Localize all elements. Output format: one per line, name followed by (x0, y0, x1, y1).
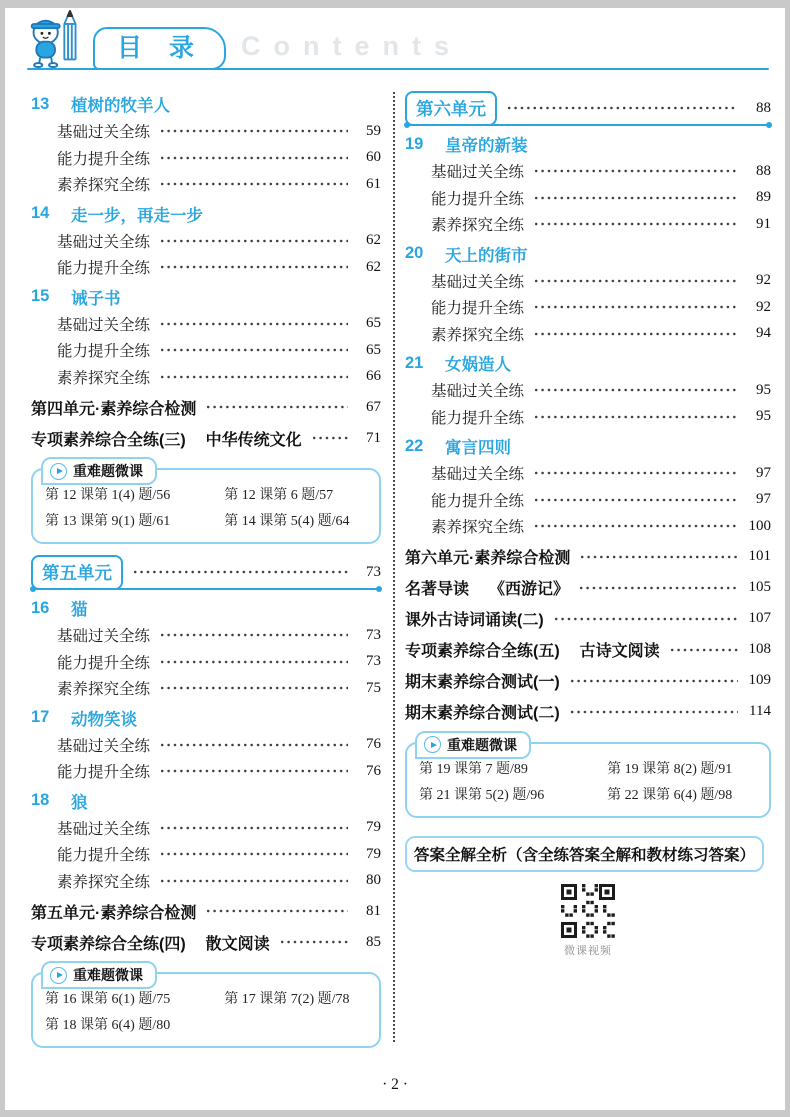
section-sublabel: 古诗文阅读 (579, 643, 660, 660)
toc-section-row (31, 928, 381, 956)
dot-leader (533, 327, 738, 341)
video-lesson-item: 第 19 课第 8(2) 题/91 (607, 761, 733, 777)
dot-leader (533, 466, 738, 480)
dot-leader (533, 383, 738, 397)
lesson-title-row (31, 90, 381, 118)
toc-subentry-row (31, 118, 381, 145)
page-number: 92 (756, 272, 771, 289)
section-label: 专项素养综合全练(五) (405, 643, 560, 660)
dot-leader (159, 151, 348, 165)
video-lessons-title-text: 重难题微课 (73, 967, 143, 983)
lesson-number: 14 (31, 204, 50, 222)
page-number: 75 (366, 679, 381, 696)
toc-section-row (405, 667, 771, 695)
page-number: 60 (366, 149, 381, 166)
page-number: 66 (366, 368, 381, 385)
subentry-label: 素养探究全练 (57, 369, 151, 387)
toc-subentry-row (31, 171, 381, 198)
video-lesson-item: 第 12 课第 6 题/57 (224, 488, 334, 503)
lesson-title-row (31, 594, 381, 622)
toc-subentry-row (405, 404, 771, 431)
section-label: 第六单元·素养综合检测 (405, 550, 571, 567)
dot-leader (569, 705, 738, 719)
toc-page (5, 8, 785, 1110)
subentry-label: 能力提升全练 (57, 150, 151, 168)
toc-subentry-row (31, 732, 381, 759)
lesson-title: 天上的街市 (445, 246, 528, 265)
dot-leader (533, 410, 738, 424)
subentry-label: 基础过关全练 (57, 628, 151, 646)
toc-section-row (31, 393, 381, 421)
mascot-pencil-boy-icon (27, 8, 83, 74)
page-number: 88 (756, 162, 771, 179)
page-number: 114 (749, 703, 771, 719)
dot-leader (533, 274, 738, 288)
lesson-title: 诫子书 (71, 289, 121, 308)
page-number: 108 (748, 641, 771, 657)
line-end-dot (376, 586, 382, 592)
subentry-label: 基础过关全练 (431, 273, 525, 291)
lesson-number: 13 (31, 94, 50, 113)
page-number: 105 (748, 579, 771, 595)
toc-column-left (31, 90, 381, 1048)
page-number: 89 (756, 189, 771, 206)
unit-badge: 第五单元 (31, 555, 123, 590)
qr-block (405, 882, 771, 958)
play-triangle-icon (57, 468, 63, 474)
toc-column-right (405, 90, 771, 1048)
subentry-label: 能力提升全练 (431, 492, 525, 510)
video-lesson-item: 第 19 课第 7 题/89 (419, 761, 528, 777)
section-sublabel: 散文阅读 (205, 935, 270, 953)
subentry-label: 能力提升全练 (431, 190, 525, 208)
lesson-title: 动物笑谈 (71, 710, 137, 729)
dot-leader (311, 431, 348, 445)
section-sublabel: 《西游记》 (489, 581, 570, 598)
subentry-label: 能力提升全练 (431, 300, 525, 318)
page-header (19, 8, 771, 76)
lesson-title: 猫 (71, 601, 88, 619)
dot-leader (578, 581, 738, 595)
subentry-label: 基础过关全练 (57, 124, 151, 142)
page-number: 100 (748, 517, 771, 534)
video-lessons-title-text: 重难题微课 (73, 463, 143, 479)
video-lessons-box-title (41, 961, 157, 989)
page-footer (5, 1076, 785, 1094)
unit-header-row (31, 554, 381, 590)
toc-section-row (405, 574, 771, 602)
toc-subentry-row (31, 254, 381, 281)
page-number: 91 (756, 215, 771, 232)
unit-header-row (405, 90, 771, 126)
video-lessons-box (405, 736, 771, 818)
page-number: 62 (366, 232, 381, 249)
page-number: 71 (366, 429, 381, 446)
play-icon (50, 463, 67, 480)
line-end-dot (766, 122, 772, 128)
page-number: 65 (366, 341, 381, 358)
toc-subentry-row (405, 487, 771, 514)
toc-subentry-row (31, 311, 381, 338)
subentry-label: 基础过关全练 (431, 164, 525, 182)
video-lessons-items (417, 757, 761, 810)
lesson-number: 22 (405, 436, 424, 455)
qr-caption: 微课视频 (564, 944, 612, 957)
subentry-label: 能力提升全练 (57, 654, 151, 672)
video-lessons-items (43, 987, 371, 1040)
subentry-label: 基础过关全练 (57, 820, 151, 838)
lesson-title: 狼 (71, 793, 88, 812)
toc-subentry-row (31, 649, 381, 676)
lesson-title: 寓言四则 (445, 439, 511, 457)
dot-leader (533, 191, 738, 205)
lesson-title-row (31, 704, 381, 732)
toc-subentry-row (405, 211, 771, 238)
section-label: 第四单元·素养综合检测 (31, 400, 197, 418)
video-lessons-box-title (41, 457, 157, 485)
page-number: 95 (756, 408, 771, 425)
toc-section-row (31, 424, 381, 452)
play-icon (50, 967, 67, 984)
dot-leader (159, 260, 348, 274)
toc-subentry-row (31, 622, 381, 649)
lesson-number: 15 (31, 287, 50, 305)
lesson-title-row (31, 787, 381, 815)
toc-subentry-row (405, 158, 771, 185)
section-label: 专项素养综合全练(四) (31, 935, 186, 953)
dot-leader (553, 612, 738, 626)
video-lesson-item: 第 12 课第 1(4) 题/56 (45, 488, 171, 503)
toc-section-row (405, 543, 771, 571)
page-number: 97 (756, 491, 771, 508)
page-number: 97 (756, 464, 771, 481)
video-lessons-box-title (415, 731, 531, 759)
subentry-label: 能力提升全练 (57, 764, 151, 782)
page-number: 94 (756, 325, 771, 342)
video-lesson-item: 第 21 课第 5(2) 题/96 (419, 787, 545, 803)
lesson-title-row (405, 349, 771, 377)
toc-subentry-row (31, 758, 381, 785)
toc-subentry-row (405, 460, 771, 487)
play-triangle-icon (57, 972, 63, 978)
page-number: 59 (366, 122, 381, 139)
page-title-english: Contents (241, 31, 462, 61)
dot-leader (159, 234, 348, 248)
lesson-number: 19 (405, 134, 424, 153)
dot-leader (533, 217, 738, 231)
play-icon (424, 736, 441, 753)
toc-subentry-row (31, 675, 381, 702)
toc-subentry-row (31, 868, 381, 895)
subentry-label: 基础过关全练 (431, 466, 525, 484)
subentry-label: 素养探究全练 (57, 177, 151, 195)
toc-subentry-row (405, 321, 771, 348)
dot-leader (533, 519, 738, 533)
subentry-label: 基础过关全练 (57, 737, 151, 755)
lesson-number: 16 (31, 598, 50, 617)
dot-leader (533, 493, 738, 507)
subentry-label: 基础过关全练 (57, 316, 151, 334)
toc-subentry-row (31, 228, 381, 255)
section-sublabel: 中华传统文化 (205, 431, 302, 449)
lesson-title: 走一步，再走一步 (71, 206, 203, 225)
toc-columns (5, 76, 785, 1048)
toc-subentry-row (31, 145, 381, 172)
subentry-label: 基础过关全练 (57, 233, 151, 251)
dot-leader (159, 628, 348, 642)
page-number: 81 (366, 902, 381, 919)
lesson-number: 21 (405, 353, 424, 372)
toc-subentry-row (405, 185, 771, 212)
page-number: 73 (366, 653, 381, 670)
section-label: 名著导读 (405, 581, 470, 598)
subentry-label: 能力提升全练 (431, 409, 525, 427)
dot-leader (159, 738, 348, 752)
lesson-number: 17 (31, 708, 50, 726)
dot-leader (533, 164, 738, 178)
dot-leader (159, 764, 348, 778)
subentry-label: 素养探究全练 (431, 519, 525, 537)
dot-leader (533, 300, 738, 314)
qr-code (559, 882, 617, 940)
unit-badge: 第六单元 (405, 91, 497, 126)
page-number: 73 (366, 626, 381, 643)
dot-leader (569, 674, 738, 688)
dot-leader (159, 343, 348, 357)
dot-leader (132, 565, 348, 579)
subentry-label: 基础过关全练 (431, 383, 525, 401)
page-number: 88 (756, 99, 771, 116)
video-lesson-item: 第 22 课第 6(4) 题/98 (607, 787, 733, 803)
video-lessons-title-text: 重难题微课 (447, 736, 517, 753)
toc-subentry-row (31, 841, 381, 868)
lesson-title-row (31, 283, 381, 311)
page-number: 85 (366, 933, 381, 950)
page-number: 76 (366, 762, 381, 779)
subentry-label: 素养探究全练 (431, 326, 525, 344)
video-lessons-box (31, 967, 381, 1048)
dot-leader (279, 935, 348, 949)
page-number: 79 (366, 845, 381, 862)
subentry-label: 素养探究全练 (57, 873, 151, 891)
section-label: 期末素养综合测试(一) (405, 674, 560, 691)
page-number: 61 (366, 175, 381, 192)
dot-leader (579, 550, 738, 564)
lesson-title-row (31, 200, 381, 228)
video-lesson-item: 第 18 课第 6(4) 题/80 (45, 1018, 171, 1033)
page-title: 目 录 (93, 27, 226, 70)
page-number: 107 (748, 610, 771, 626)
toc-subentry-row (405, 294, 771, 321)
page-number: 67 (366, 398, 381, 415)
section-label: 期末素养综合测试(二) (405, 705, 560, 722)
lesson-title-row (405, 240, 771, 268)
dot-leader (159, 655, 348, 669)
toc-section-row (31, 897, 381, 925)
page-number: 95 (756, 381, 771, 398)
dot-leader (159, 317, 348, 331)
answers-banner: 答案全解全析（含全练答案全解和教材练习答案） (405, 836, 764, 872)
section-label: 专项素养综合全练(三) (31, 431, 186, 449)
play-triangle-icon (431, 742, 437, 748)
page-number: 79 (366, 819, 381, 836)
toc-section-row (405, 698, 771, 726)
dot-leader (205, 904, 348, 918)
subentry-label: 能力提升全练 (57, 847, 151, 865)
toc-subentry-row (31, 815, 381, 842)
video-lessons-items (43, 483, 371, 536)
dot-leader (159, 177, 348, 191)
dot-leader (159, 847, 348, 861)
dot-leader (669, 643, 738, 657)
toc-subentry-row (405, 268, 771, 295)
column-divider (393, 92, 395, 1042)
dot-leader (205, 400, 348, 414)
toc-subentry-row (405, 513, 771, 540)
page-number: 65 (366, 315, 381, 332)
toc-subentry-row (31, 337, 381, 364)
video-lesson-item: 第 17 课第 7(2) 题/78 (224, 992, 350, 1007)
lesson-title-row (405, 130, 771, 158)
page-number: 101 (748, 548, 771, 564)
page-number: 109 (748, 672, 771, 688)
section-label: 课外古诗词诵读(二) (405, 612, 544, 629)
dot-leader (159, 821, 348, 835)
subentry-label: 素养探究全练 (431, 217, 525, 235)
answers-banner-row (405, 836, 771, 872)
page-number: 92 (756, 298, 771, 315)
lesson-title: 植树的牧羊人 (71, 97, 170, 115)
lesson-number: 20 (405, 244, 424, 262)
page-number: 76 (366, 736, 381, 753)
video-lesson-item: 第 13 课第 9(1) 题/61 (45, 514, 171, 529)
dot-leader (159, 681, 348, 695)
subentry-label: 素养探究全练 (57, 681, 151, 699)
toc-subentry-row (31, 364, 381, 391)
video-lesson-item: 第 16 课第 6(1) 题/75 (45, 992, 171, 1007)
lesson-title: 女娲造人 (445, 356, 511, 374)
dot-leader (159, 124, 348, 138)
video-lesson-item: 第 14 课第 5(4) 题/64 (224, 514, 350, 529)
page-number: 73 (366, 563, 381, 580)
section-label: 第五单元·素养综合检测 (31, 904, 197, 922)
video-lessons-box (31, 463, 381, 544)
toc-section-row (405, 636, 771, 664)
subentry-label: 能力提升全练 (57, 260, 151, 278)
page-number-label: · 2 · (382, 1076, 408, 1093)
lesson-title-row (405, 432, 771, 460)
page-number: 80 (366, 872, 381, 889)
dot-leader (159, 874, 348, 888)
toc-section-row (405, 605, 771, 633)
subentry-label: 能力提升全练 (57, 343, 151, 361)
dot-leader (506, 101, 738, 115)
page-number: 62 (366, 258, 381, 275)
dot-leader (159, 370, 348, 384)
lesson-number: 18 (31, 791, 50, 809)
lesson-title: 皇帝的新装 (445, 137, 528, 155)
toc-subentry-row (405, 377, 771, 404)
